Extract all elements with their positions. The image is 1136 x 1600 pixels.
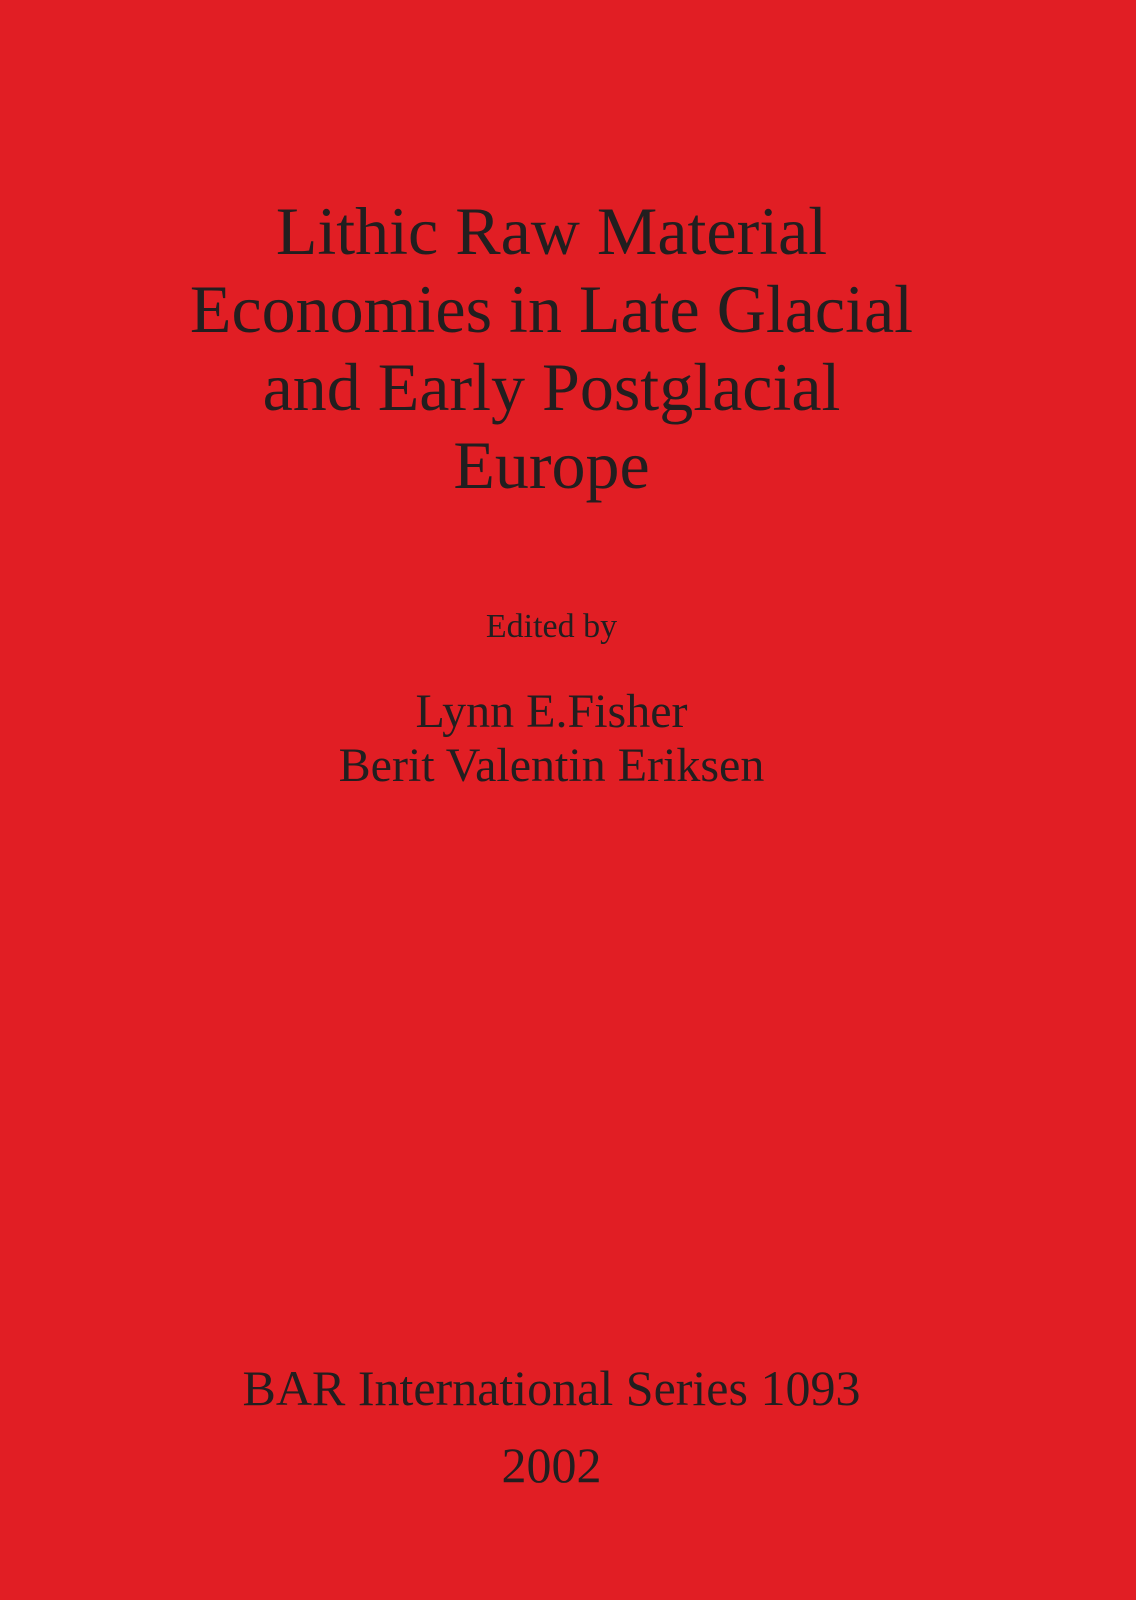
title-line-1: Lithic Raw Material	[275, 193, 828, 269]
book-title	[0, 192, 1103, 504]
series-title: BAR International Series 1093	[242, 1360, 861, 1416]
publication-year: 2002	[501, 1437, 602, 1493]
editors-list	[0, 685, 1103, 793]
editor-name-1: Lynn E.Fisher	[415, 685, 688, 738]
editor-name-2: Berit Valentin Eriksen	[338, 739, 765, 792]
title-line-2: Economies in Late Glacial	[189, 271, 914, 347]
edited-by-label: Edited by	[485, 608, 618, 645]
title-line-3: and Early Postglacial	[262, 349, 841, 425]
title-line-4: Europe	[453, 427, 650, 503]
